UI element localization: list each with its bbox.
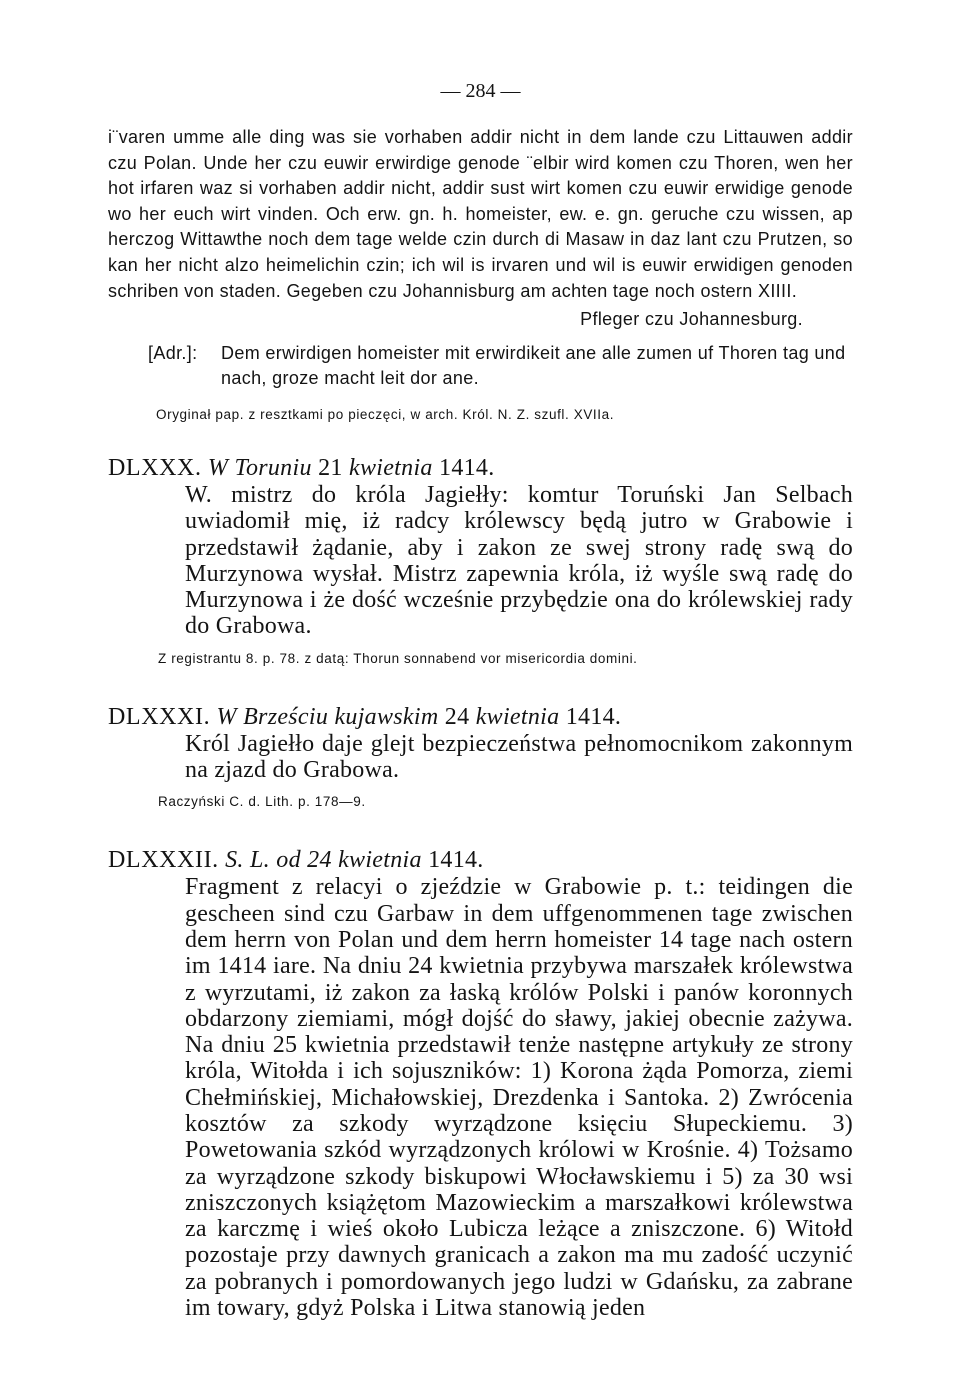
entry-place: S. L. <box>225 847 270 874</box>
entry-month: kwietnia <box>349 454 433 481</box>
entry-summary: W. mistrz do króla Jagiełły: komtur Toruński Jan Selbach uwiadomił mię, iż radcy królewscy będą jutro w Grabowie i przedstawił żądanie, aby i zakon ze swej strony radę swą do Murzynowa wysłał. Mistrz zapewnia króla, iż wyśle swą radę do Murzynowa i że dość wcześnie przybędzie ona do królewskiej rady do Grabowa. <box>185 481 853 640</box>
entry-day: od 24 <box>276 847 332 874</box>
entry-summary: Fragment z relacyi o zjeździe w Grabowie p. t.: teidingen die gescheen sind czu Garbaw in dem uffgenommenen tage zwischen dem herrn von Polan und dem herrn homeister 14 tage nach ostern im 1414 iare. Na dniu 24 kwietnia przybywa marszałek królewstwa z wyrzutami, iż zakon za łaską królów Polski i panów koronnych obdarzony ziemiami, mógł dojść do sławy, jakiej obecnie zażywa. Na dniu 25 kwietnia przedstawił tenże następne artykuły ze strony króla, Witołda i ich sojuszników: 1) Korona żąda Pomorza, ziemi Chełmińskiej, Michałowskiej, Drezdenka i Santoka. 2) Zwrócenia kosztów za szkody wyrządzone księciu Słupeckiemu. 3) Powetowania szkód wyrządzonych królowi w Krośnie. 4) Tożsamo za wyrządzone szkody biskupowi Włocławskiemu i 5) za 30 wsi zniszczonych książętom Mazowieckim a marszałkowi królewstwa za karczmę i wieś około Lubicza leżące a zniszczone. 6) Witołd pozostaje przy dawnych granicach a zakon ma mu zadość uczynić za pobranych i pomordowanych jego ludzi w Gdańsku, za zabrane im towary, gdyż Polska i Litwa stanowią jeden <box>185 874 853 1322</box>
entry-source-note: Z registrantu 8. p. 78. z datą: Thorun sonnabend vor misericordia domini. <box>158 650 638 666</box>
letter-signature: Pfleger czu Johannesburg. <box>580 309 803 330</box>
entry-number: DLXXX. <box>108 454 202 481</box>
document-entry <box>108 455 853 668</box>
entry-month: kwietnia <box>475 703 560 730</box>
document-page <box>108 80 853 1321</box>
entry-heading <box>108 847 853 874</box>
entry-heading <box>108 704 853 731</box>
entry-place: W Toruniu <box>207 454 312 481</box>
page-number: — 284 — <box>440 80 521 102</box>
entry-year: 1414. <box>439 454 495 481</box>
letter-text: i¨varen umme alle ding was sie vorhaben addir nicht in dem lande czu Littauwen addir czu Polan. Unde her czu euwir erwirdige genode ¨elbir wird komen czu Thoren, wen her hot irfaren waz si vorhaben addir nicht, addir sust wirt komen czu euwir erwidige genode wo her euch wirt vinden. Och erw. gn. h. homeister, ew. e. gn. geruche czu wissen, ap herczog Wittawthe noch dem tage welde czin durch di Masaw in daz lant czu Prutzen, so kan her nicht alzo heimelichin czin; ich wil is irvaren und wil is euwir erwidigen genoden schriben von staden. Gegeben czu Johannisburg am achten tage noch ostern XIIII. <box>108 127 853 301</box>
entry-heading <box>108 455 853 482</box>
entry-month: kwietnia <box>338 847 422 874</box>
entry-year: 1414. <box>565 703 622 730</box>
entry-year: 1414. <box>428 847 484 874</box>
entry-day: 24 <box>444 703 470 730</box>
address-label: [Adr.]: <box>148 342 198 363</box>
entry-place: W Brześciu kujawskim <box>216 703 439 730</box>
letter-source-note: Oryginał pap. z resztkami po pieczęci, w arch. Król. N. Z. szufl. XVIIa. <box>156 406 615 422</box>
entry-source-note: Raczyński C. d. Lith. p. 178—9. <box>158 794 366 810</box>
entry-day: 21 <box>318 454 343 481</box>
document-entry <box>108 704 853 812</box>
entry-number: DLXXXI. <box>108 703 211 730</box>
entry-number: DLXXXII. <box>108 847 219 874</box>
entry-summary: Król Jagiełło daje glejt bezpieczeństwa pełnomocnikom zakonnym na zjazd do Grabowa. <box>185 730 853 784</box>
address-text: Dem erwirdigen homeister mit erwirdikeit ane alle zumen uf Thoren tag und nach, groze macht leit dor ane. <box>221 342 846 389</box>
letter-address <box>108 341 853 392</box>
document-entry <box>108 847 853 1321</box>
